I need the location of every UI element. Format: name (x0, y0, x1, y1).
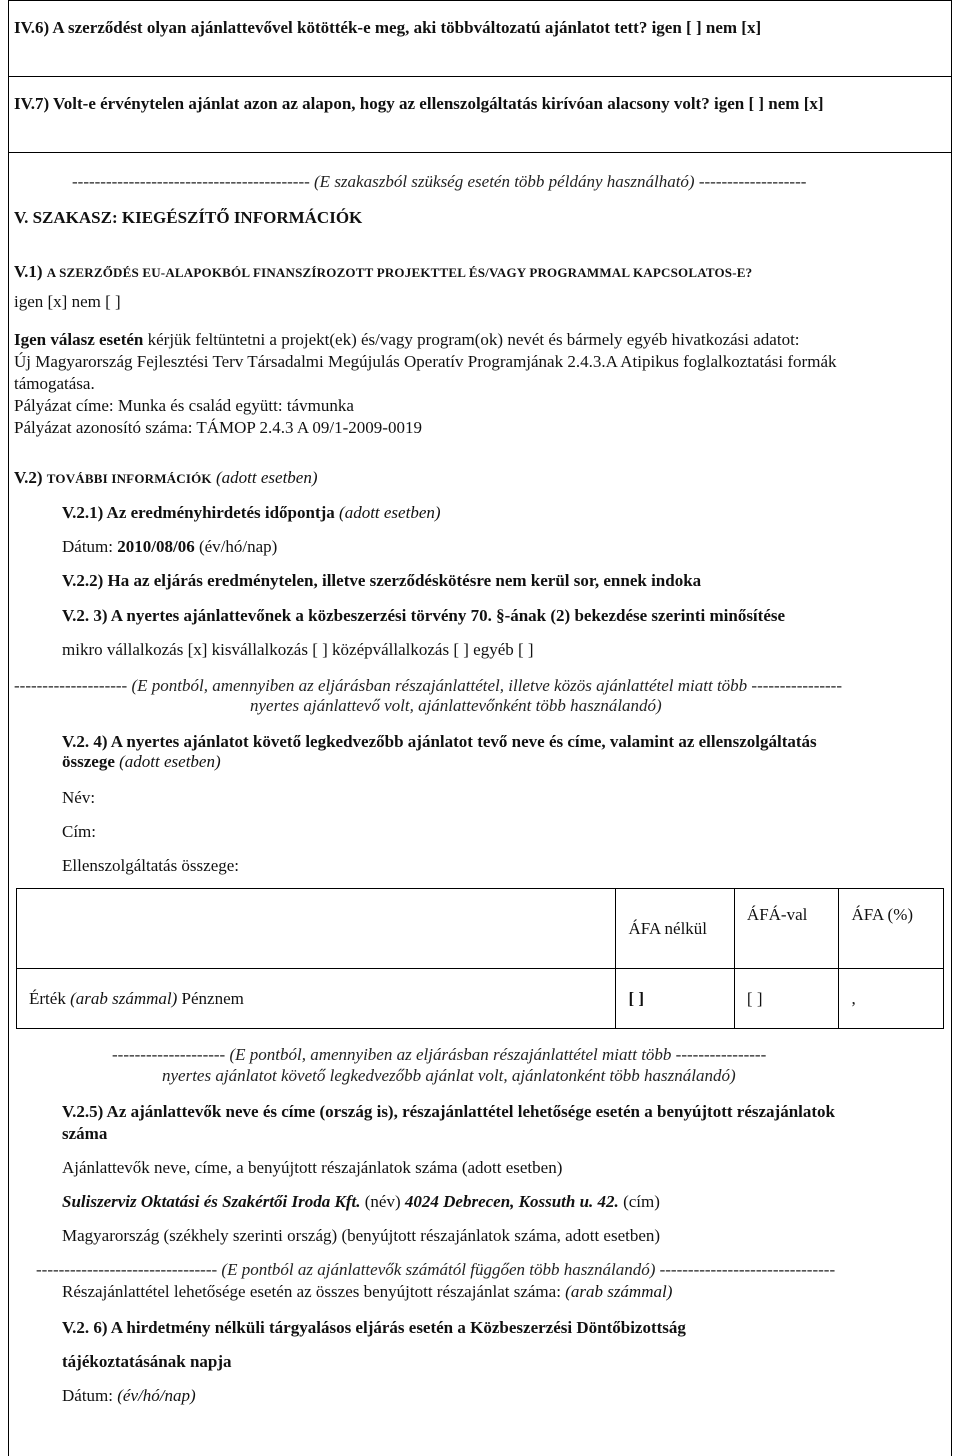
v26-line2: tájékoztatásának napja (62, 1352, 232, 1371)
row-label-pre: Érték (29, 988, 66, 1008)
v21-row (62, 503, 441, 523)
row-label-italic: (arab számmal) (70, 988, 178, 1008)
v24-note: (adott esetben) (119, 752, 221, 771)
v21-label: V.2.1) Az eredményhirdetés időpontja (62, 503, 335, 522)
table-row-label (17, 969, 616, 1029)
bidder-address: 4024 Debrecen, Kossuth u. 42. (404, 1192, 619, 1211)
v1-line3: Pályázat címe: Munka és család együtt: távmunka (14, 396, 354, 415)
v21-date-row (62, 537, 277, 557)
table-header-gross: ÁFÁ-val (734, 889, 839, 969)
bidder-address-tag: (cím) (623, 1192, 660, 1211)
partial-row (62, 1282, 672, 1302)
v22-label: V.2.2) Ha az eljárás eredménytelen, illetve szerződéskötésre nem kerül sor, ennek indoka (62, 571, 702, 590)
v21-date-label: Dátum: (62, 537, 113, 556)
v24-line1: V.2. 4) A nyertes ajánlatot követő legkedvezőbb ajánlatot tevő neve és címe, valamint az ellenszolgáltatás (62, 732, 817, 751)
table-header-net: ÁFA nélkül (616, 889, 734, 969)
bidder-row (62, 1192, 660, 1212)
separator-2-line1: -------------------- (E pontból, amennyiben az eljárásban részajánlattétel, illetve közös ajánlattétel miatt több ---------------- (14, 676, 842, 695)
v24-line2-text: összege (62, 752, 115, 771)
v26-date-label: Dátum: (62, 1386, 113, 1405)
separator-1: ------------------------------------------ (E szakaszból szükség esetén több példány használható) ------------------- (72, 172, 807, 191)
v1-line1: Új Magyarország Fejlesztési Terv Társadalmi Megújulás Operatív Programjának 2.4.3.A Atipikus foglalkoztatási formák (14, 352, 837, 371)
v24-line2 (62, 752, 221, 772)
table-row (17, 889, 944, 969)
v26-date-format: (év/hó/nap) (117, 1386, 196, 1405)
v1-instruction-bold: Igen válasz esetén (14, 330, 144, 349)
v1-number: V.1) (14, 262, 43, 281)
iv7-label: IV.7) Volt-e érvénytelen ajánlat azon az alapon, hogy az ellenszolgáltatás kirívóan alacsony volt? (14, 94, 710, 113)
iv7-question (14, 94, 824, 114)
separator-4: -------------------------------- (E pontból az ajánlattevők számától függően több használandó) ------------------------------- (36, 1260, 836, 1279)
v26-line1: V.2. 6) A hirdetmény nélküli tárgyalásos eljárás esetén a Közbeszerzési Döntőbizottság (62, 1318, 686, 1337)
v26-date-row (62, 1386, 196, 1406)
v23-label: V.2. 3) A nyertes ajánlattevőnek a közbeszerzési törvény 70. §-ának (2) bekezdése szerinti minősítése (62, 606, 786, 625)
value-table (16, 888, 944, 1029)
name-label: Név: (62, 788, 96, 807)
partial-note: (arab számmal) (565, 1282, 673, 1301)
amount-label: Ellenszolgáltatás összege: (62, 856, 240, 875)
iv6-label: IV.6) A szerződést olyan ajánlattevővel kötötték-e meg, aki többváltozatú ajánlatot tett? (14, 18, 648, 37)
section-v-title: V. SZAKASZ: KIEGÉSZÍTŐ INFORMÁCIÓK (14, 208, 363, 227)
v21-note: (adott esetben) (339, 503, 441, 522)
iv7-answer: igen [ ] nem [x] (713, 94, 824, 113)
v1-heading (14, 262, 752, 283)
v21-date-format: (év/hó/nap) (198, 537, 278, 556)
v25-sub: Ajánlattevők neve, címe, a benyújtott részajánlatok száma (adott esetben) (62, 1158, 563, 1177)
iv6-answer: igen [ ] nem [x] (651, 18, 762, 37)
partial-label: Részajánlattétel lehetősége esetén az összes benyújtott részajánlat száma: (62, 1282, 561, 1301)
v2-heading (14, 468, 318, 489)
separator-3-line1: -------------------- (E pontból, amennyiben az eljárásban részajánlattétel miatt több ---------------- (112, 1045, 767, 1064)
v1-answer: igen [x] nem [ ] (14, 292, 121, 311)
v1-line4: Pályázat azonosító száma: TÁMOP 2.4.3 A 09/1-2009-0019 (14, 418, 422, 437)
box-divider-1 (8, 76, 952, 77)
v25-line2: száma (62, 1124, 108, 1143)
v23-values: mikro vállalkozás [x] kisvállalkozás [ ] középvállalkozás [ ] egyéb [ ] (62, 640, 534, 659)
v1-instruction (14, 330, 800, 350)
bidder-name: Suliszerviz Oktatási és Szakértői Iroda Kft. (62, 1192, 361, 1211)
iv6-question (14, 18, 761, 38)
separator-2-line2: nyertes ajánlattevő volt, ajánlattevőnként több használandó) (250, 696, 662, 715)
box-border-top (8, 0, 952, 1)
address-label: Cím: (62, 822, 97, 841)
table-cell-net: [ ] (616, 969, 734, 1029)
table-header-empty (17, 889, 616, 969)
v21-date-value: 2010/08/06 (117, 537, 195, 556)
bidder-country: Magyarország (székhely szerinti ország) (benyújtott részajánlatok száma, adott esetben) (62, 1226, 661, 1245)
v1-heading-text: A SZERZŐDÉS EU-ALAPOKBÓL FINANSZÍROZOTT PROJEKTTEL ÉS/VAGY PROGRAMMAL KAPCSOLATOS-E? (46, 265, 753, 280)
box-border-left (8, 0, 9, 1456)
row-label-post: Pénznem (181, 988, 244, 1008)
v2-heading-text: TOVÁBBI INFORMÁCIÓK (46, 471, 212, 486)
box-border-right (951, 0, 952, 1456)
bidder-name-tag: (név) (364, 1192, 401, 1211)
table-cell-gross: [ ] (734, 969, 839, 1029)
v1-line2: támogatása. (14, 374, 95, 393)
table-cell-vat-rate: , (839, 969, 944, 1029)
v2-number: V.2) (14, 468, 43, 487)
v2-heading-note: (adott esetben) (216, 468, 318, 487)
box-divider-2 (8, 152, 952, 153)
v25-line1: V.2.5) Az ajánlattevők neve és címe (ország is), részajánlattétel lehetősége esetén a benyújtott részajánlatok (62, 1102, 835, 1121)
table-row (17, 969, 944, 1029)
table-header-vat-rate: ÁFA (%) (839, 889, 944, 969)
separator-3-line2: nyertes ajánlatot követő legkedvezőbb ajánlat volt, ajánlatonként több használandó) (162, 1066, 736, 1085)
v1-instruction-rest: kérjük feltüntetni a projekt(ek) és/vagy program(ok) nevét és bármely egyéb hivatkozási adatot: (147, 330, 800, 349)
